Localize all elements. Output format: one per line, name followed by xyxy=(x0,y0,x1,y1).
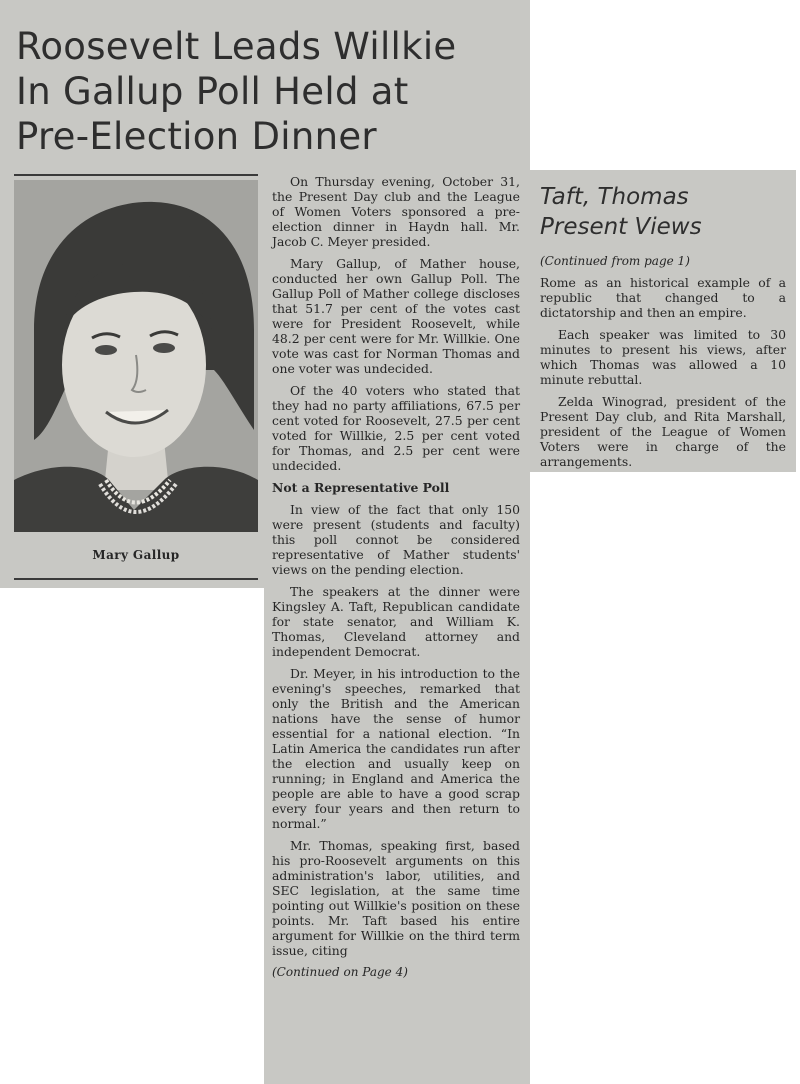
main-headline xyxy=(16,24,516,159)
paragraph: Each speaker was limited to 30 minutes to present his views, after which Thomas was allowed a 10 minute rebuttal. xyxy=(540,327,786,387)
photo-caption: Mary Gallup xyxy=(92,548,180,562)
side-article-column xyxy=(540,254,786,476)
subheading: Not a Representative Poll xyxy=(272,480,450,495)
paragraph: Of the 40 voters who stated that they had no party affiliations, 67.5 per cent voted for Roosevelt, 27.5 per cent voted for Willkie, 2.5 per cent voted for Thomas, and 2.5 per cent were undecided. xyxy=(272,383,520,473)
article-column-top xyxy=(272,174,520,987)
side-headline-line: Present Views xyxy=(540,214,702,240)
caption-bottom-rule xyxy=(14,578,258,580)
continued-from-note: (Continued from page 1) xyxy=(540,254,690,268)
headline-line: Pre-Election Dinner xyxy=(16,115,377,158)
portrait-photo xyxy=(14,180,258,532)
paragraph: Dr. Meyer, in his introduction to the evening's speeches, remarked that only the British and the American nations have the sense of humor essential for a national election. “In Latin America the candidates run after the election and usually keep on running; in England and America the people are able to have a good scrap every four years and then return to normal.” xyxy=(272,666,520,831)
headline-line: Roosevelt Leads Willkie xyxy=(16,25,457,68)
paragraph: On Thursday evening, October 31, the Present Day club and the League of Women Voters sponsored a pre-election dinner in Haydn hall. Mr. Jacob C. Meyer presided. xyxy=(272,174,520,249)
paragraph: Mary Gallup, of Mather house, conducted her own Gallup Poll. The Gallup Poll of Mather college discloses that 51.7 per cent of the votes cast were for President Roosevelt, while 48.2 per cent were for Mr. Willkie. One vote was cast for Norman Thomas and one voter was undecided. xyxy=(272,256,520,376)
portrait-illustration xyxy=(14,180,258,532)
headline-line: In Gallup Poll Held at xyxy=(16,70,409,113)
paragraph: In view of the fact that only 150 were present (students and faculty) this poll connot be considered representative of Mather students' views on the pending election. xyxy=(272,502,520,577)
side-headline-line: Taft, Thomas xyxy=(540,184,689,210)
side-headline xyxy=(540,182,790,242)
paragraph: The speakers at the dinner were Kingsley A. Taft, Republican candidate for state senator, and William K. Thomas, Cleveland attorney and independent Democrat. xyxy=(272,584,520,659)
paragraph: Zelda Winograd, president of the Present Day club, and Rita Marshall, president of the League of Women Voters were in charge of the arrangements. xyxy=(540,394,786,469)
paragraph: Mr. Thomas, speaking first, based his pro-Roosevelt arguments on this administration's labor, utilities, and SEC legislation, at the same time pointing out Willkie's position on these points. Mr. Taft based his entire argument for Willkie on the third term issue, citing xyxy=(272,838,520,958)
continued-on-note: (Continued on Page 4) xyxy=(272,965,408,979)
paragraph: Rome as an historical example of a republic that changed to a dictatorship and then an empire. xyxy=(540,275,786,320)
photo-top-rule xyxy=(14,174,258,176)
